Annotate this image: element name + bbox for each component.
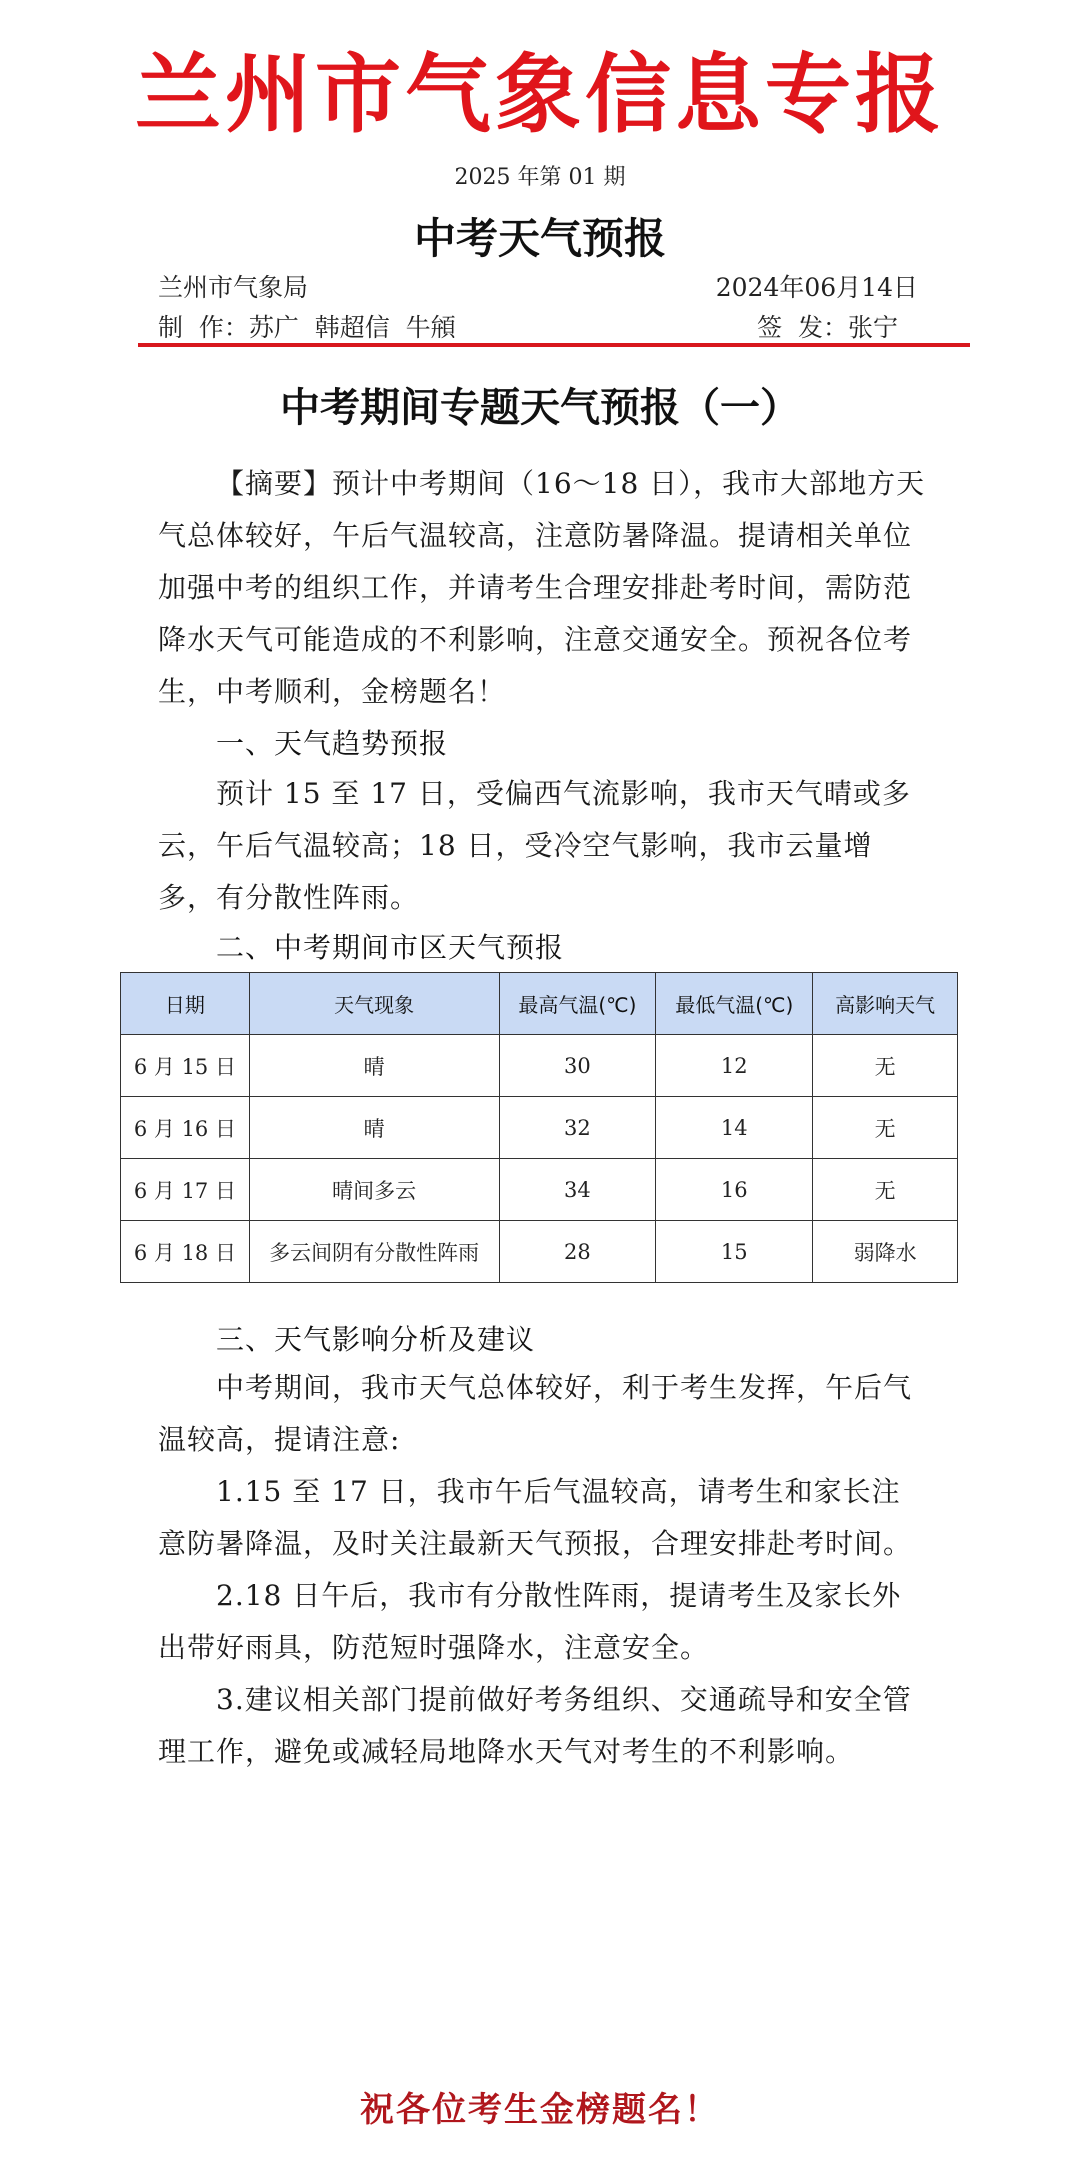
heading-weather-trend: 一、天气趋势预报 (216, 727, 449, 760)
cell-impact: 无 (813, 1097, 958, 1159)
cell-weather: 晴 (249, 1097, 499, 1159)
cell-weather: 晴间多云 (249, 1159, 499, 1221)
cell-high-temp: 30 (499, 1035, 656, 1097)
trend-paragraph (158, 768, 926, 924)
meta-row-agency (158, 268, 918, 304)
table-row (121, 1097, 958, 1159)
signer: 签 发：张宁 (757, 313, 898, 342)
cell-high-temp: 32 (499, 1097, 656, 1159)
advice-item-3: 3.建议相关部门提前做好考务组织、交通疏导和安全管理工作，避免或减轻局地降水天气对考生的不利影响。 (158, 1683, 912, 1768)
report-section-title: 中考期间专题天气预报（一） (280, 384, 800, 431)
abstract-text: 【摘要】预计中考期间（16～18 日），我市大部地方天气总体较好，午后气温较高，注意防暑降温。提请相关单位加强中考的组织工作，并请考生合理安排赴考时间，需防范降水天气可能造成的不利影响，注意交通安全。预祝各位考生，中考顺利，金榜题名！ (158, 467, 926, 708)
document-title: 中考天气预报 (413, 214, 666, 263)
heading-city-forecast: 二、中考期间市区天气预报 (216, 931, 565, 964)
cell-impact: 弱降水 (813, 1221, 958, 1283)
cell-high-temp: 28 (499, 1221, 656, 1283)
cell-impact: 无 (813, 1159, 958, 1221)
masthead-title: 兰州市气象信息专报 (135, 45, 945, 145)
header-impact: 高影响天气 (813, 973, 958, 1035)
header-low-temp: 最低气温(℃) (656, 973, 813, 1035)
cell-low-temp: 12 (656, 1035, 813, 1097)
advice-item-1: 1.15 至 17 日，我市午后气温较高，请考生和家长注意防暑降温，及时关注最新天气预报，合理安排赴考时间。 (158, 1475, 913, 1560)
cell-impact: 无 (813, 1035, 958, 1097)
abstract-paragraph (158, 458, 926, 718)
cell-date: 6 月 16 日 (121, 1097, 250, 1159)
cell-weather: 多云间阴有分散性阵雨 (249, 1221, 499, 1283)
header-high-temp: 最高气温(℃) (499, 973, 656, 1035)
table-row (121, 1159, 958, 1221)
cell-date: 6 月 15 日 (121, 1035, 250, 1097)
cell-low-temp: 15 (656, 1221, 813, 1283)
table-header-row (121, 973, 958, 1035)
footer-blessing: 祝各位考生金榜题名！ (360, 2090, 720, 2130)
authors: 制 作：苏广 韩超信 牛䪻 (158, 313, 456, 342)
trend-text: 预计 15 至 17 日，受偏西气流影响，我市天气晴或多云，午后气温较高；18 日，受冷空气影响，我市云量增多，有分散性阵雨。 (158, 777, 911, 914)
forecast-table (120, 972, 958, 1283)
cell-date: 6 月 18 日 (121, 1221, 250, 1283)
table-row (121, 1221, 958, 1283)
cell-date: 6 月 17 日 (121, 1159, 250, 1221)
header-date: 日期 (121, 973, 250, 1035)
issue-date: 2024年06月14日 (715, 273, 918, 302)
heading-impact-advice: 三、天气影响分析及建议 (216, 1323, 536, 1356)
cell-high-temp: 34 (499, 1159, 656, 1221)
advice-item-2: 2.18 日午后，我市有分散性阵雨，提请考生及家长外出带好雨具，防范短时强降水，注意安全。 (158, 1579, 902, 1664)
advice-intro: 中考期间，我市天气总体较好，利于考生发挥，午后气温较高，提请注意: (158, 1371, 913, 1456)
table-row (121, 1035, 958, 1097)
header-weather: 天气现象 (249, 973, 499, 1035)
issue-number: 2025 年第 01 期 (454, 165, 626, 190)
cell-low-temp: 16 (656, 1159, 813, 1221)
header-divider (138, 343, 970, 347)
meta-row-authors (158, 308, 918, 344)
advice-block (158, 1362, 926, 1778)
agency-name: 兰州市气象局 (158, 273, 309, 302)
cell-low-temp: 14 (656, 1097, 813, 1159)
cell-weather: 晴 (249, 1035, 499, 1097)
